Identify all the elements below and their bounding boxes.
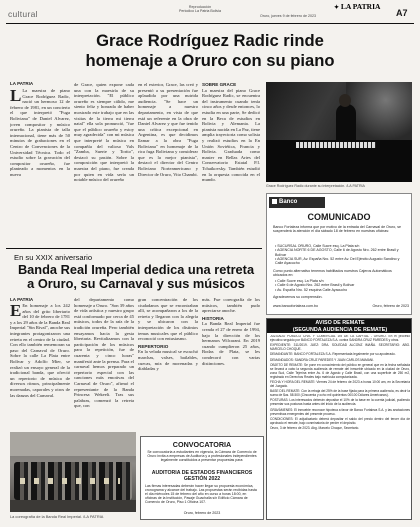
- convocatoria-title: CONVOCATORIA: [172, 440, 232, 449]
- article1-title-line2: homenaje a Oruro con su piano: [85, 51, 335, 70]
- bank-logo-bar: [269, 197, 325, 216]
- article1-source: LA PATRIA: [10, 81, 34, 86]
- aviso-remate-ad: [266, 318, 412, 520]
- article2-caption-credit: /LA PATRIA: [83, 514, 104, 519]
- article1-photo-caption: [266, 184, 412, 188]
- article2-title-line1: Banda Real Imperial dedica una retreta: [17, 262, 255, 277]
- bank-logo-icon: [272, 199, 277, 204]
- article1-title-line1: Grace Rodríguez Radic rinde: [96, 31, 324, 50]
- ad1-closing: Agradecemos su comprensión.: [273, 295, 323, 299]
- pianist-photo: [266, 82, 412, 182]
- article1-col1: [10, 88, 70, 244]
- reproduction-line2: Periodico La Patria Bolivia: [179, 9, 221, 14]
- remate-paragraph: GRAVÁMENES: El inmueble reconoce hipoteca a favor de Banco Fortaleza S.A. y las anotaciones preventivas emergentes del presente proceso.: [270, 407, 410, 416]
- remate-paragraph: FECHA Y HORA DEL REMATE: Viernes 24 de febrero de 2023 a horas 10:00 am, en la Secretaría del Juzgado.: [270, 380, 410, 388]
- remate-paragraph: POSTURAS: Los interesados deberán depositar el 10% de la base en la cuenta judicial, pudiendo presentar sus posturas hasta antes del inicio de la audiencia.: [270, 398, 410, 407]
- article2-title-line2: a Oruro, su Carnaval y sus músicos: [27, 276, 245, 292]
- band-instruments: [20, 478, 120, 484]
- article1-col3: en el exterior, Grace, las creó y presentó a su presentación fue aplaudida por una nutrida audiencia. "Se hace un homenaje a nuestro departamento, en vista de que está un referente en la obra de Daniel Alvarez y que fue tenido una crítica excepcional en Argentina, es que decidimos llamar a la obra "Fuga Boliviana" en homenaje de la rica fuga Boliviana y considerar que es la mejor pianista", destacó el director del Centro Boliviano Norteamericano y Director de Oruro, Vito Chambi.: [138, 82, 198, 177]
- remate-paragraph: CONDICIONES: El adjudicatario deberá depositar el saldo del precio dentro del tercer día de aprobado el remate, bajo conminatoria de perder el depósito.: [270, 416, 410, 425]
- reproduction-note: [160, 5, 240, 14]
- remate-body: [270, 335, 410, 519]
- band-street: [10, 500, 136, 512]
- article2-caption-text: La coreografía de la Banda Real Imperial.: [10, 514, 83, 519]
- remate-paragraph: BASE DEL REMATE: Con la rebaja del 25% de la base fijada para la primera audiencia, es decir la suma de $us. 58.500 (Cincuenta y ocho mil quinientos 00/100 Dólares Americanos).: [270, 389, 410, 398]
- ad1-bullet2: • Calle 6 de Agosto Nro. 262 entre Brasil y Bolívar: [275, 283, 355, 288]
- article2-title: [0, 263, 272, 292]
- ad1-intro: Banco Fortaleza informa que por motivo de la entrada del Carnaval de Oruro, se suspenderá la atención el día sábado 18 de febrero en nuestras oficinas:: [273, 225, 402, 234]
- article1-title: [0, 31, 420, 71]
- ad1-bullet2-text: Calle Sucre esq. La Plata s/n: [277, 279, 324, 283]
- article2-col4-text: más. Fue coreografía de los músicos, también pudo apreciarse anoche.: [202, 297, 260, 314]
- remate-paragraph: OBJETO DE REMATE: Se pone en conocimiento del público en general que en la fecha señalada se llevará a cabo la segunda audiencia de remate del inmueble ubicado en la ciudad de Oruro, zona Sud, Calle Tejerina entre Av. 6 de Agosto y Calle Brasil, con una superficie de 250 m2, registrado en Derechos Reales bajo matrícula computarizada.: [270, 363, 410, 379]
- article2-dropcap: E: [10, 303, 22, 320]
- piano-keys: [296, 142, 376, 148]
- ad1-bullet: • AGENCIA NORTE 6 DE AGOSTO, Calle 6 de Agosto Nro. 262 entre Brasil y Bolívar: [275, 248, 399, 257]
- convocatoria-p2: Las firmas interesadas deberán hacer llegar su propuesta económica, cronograma y alcance del trabajo. Las propuestas serán recibidas hasta el día miércoles 15 de febrero del año en curso a horas 18:00, en oficinas de la Institución, Pasaje Guachalla s/n Edificio Cámara de Comercio de Oruro, Piso 1 Oficina 107.: [145, 484, 257, 505]
- convocatoria-p1: Se convocatoria a estudiantes en vigencia, la Cámara de Comercio de Oruro invita a empresas de Auditoría y a profesionales independientes legalmente constituidos a presentar propuestas para:: [147, 450, 257, 463]
- comunicado-title: COMUNICADO: [307, 212, 371, 222]
- article1-col4: [202, 82, 260, 244]
- article2-kicker: En su XXIX aniversario: [14, 253, 93, 262]
- ad1-bullet2-text: Calle 6 de Agosto Nro. 262 entre Brasil y Bolívar: [277, 283, 355, 288]
- banco-fortaleza-ad: [266, 193, 412, 315]
- ad1-bullet2: • Calle Sucre esq. La Plata s/n: [275, 279, 324, 283]
- article1-subhead: SOBRE GRACE: [202, 82, 237, 87]
- ad1-bullet2: • Av. España Nro. 52 esquina Calle Ayacucho: [275, 287, 348, 292]
- ad1-bullet-text: AGENCIA NORTE 6 DE AGOSTO, Calle 6 de Agosto Nro. 262 entre Brasil y Bolívar: [275, 248, 399, 257]
- ad1-bullet: • AGENCIA SUR, Av. España Nro. 52 entre Av. Del Ejército Augusto Sandino y Calle Ayacucho: [275, 256, 400, 266]
- page-header: [0, 0, 420, 24]
- convocatoria-subtitle-line2: GESTIÓN 2022: [183, 476, 221, 482]
- header-rule: [6, 23, 414, 24]
- convocatoria-subtitle-line1: AUDITORIA DE ESTADOS FINANCIEROS: [151, 470, 253, 476]
- reproduction-line1: Reproducción: [188, 5, 212, 9]
- article2-col1: [10, 303, 70, 429]
- page-number: A7: [396, 8, 408, 18]
- ad1-bullets2: [275, 279, 405, 292]
- remate-paragraph: Oruro, 3 de febrero de 2023. Abg. Marcelo Choque, Secretario.: [270, 426, 360, 431]
- article2-source: LA PATRIA: [10, 297, 34, 302]
- remate-title-line2: (SEGUNDA AUDIENCIA DE REMATE): [292, 326, 388, 333]
- brand-name: LA PATRIA: [340, 2, 381, 11]
- pianist-head: [339, 94, 351, 107]
- convocatoria-ad: [140, 436, 264, 520]
- ad1-url[interactable]: www.bancofortaleza.com.bo: [273, 304, 318, 308]
- ad1-bullet-text: SUCURSAL ORURO, Calle Sucre esq. La Plata s/n: [277, 244, 360, 248]
- remate-paragraph: JUZGADO PUBLICO CIVIL Y COMERCIAL 1ro DE LA CAPITAL - ORURO. En el proceso ejecutivo seguido por BANCO FORTALEZA S.A. contra SANDRA CRUZ PAREDES y otros.: [270, 335, 410, 342]
- article2-subhead-repertorio: REPERTORIO: [138, 343, 169, 349]
- bank-logo-text: Banco Fortaleza: [272, 199, 299, 216]
- article1-col4-text: La maestra del piano Grace Rodríguez Radic, se encuentra del instrumento cuando tenía cinco años y desde entonces, lo estudia en una parte, Se dedicó en la Beca de estudios en Bolivia y Alemania. La pianista nacida en La Paz, tiene amplia trayectoria como solista y realizó estudios en la En Unión Soviética, Francia y Bolivia. Graduada como master en Bellas Artes del Conservatorio Estatal P.I. Tchaikovsky. También estudió en la orquesta conocida en el mundo.: [202, 87, 260, 183]
- article1-caption-text: Grace Rodríguez Radic durante su interpretación.: [266, 184, 346, 188]
- band-building: [10, 432, 136, 456]
- article1-col1-text: La maestra de piano Grace Rodríguez Radic, nació un hermoso 12 de febrero de 1981, en un concierto el que interpretó "Fuga Boliviana" de Daniel Alvarez, joven compositor y músico orureño. La pianista de talla internacional, tiene más de 50 minutos de grabaciones en el Centro de Convenciones de la Universidad Técnica. Todo el estudio sobre la gravación del compositor orureño, fue planteado a momentos en la nueva: [10, 88, 70, 177]
- article2-col1-text: En homenaje a los 242 años del grito libertario del 10 de febrero de 1781 y a los 29 años de la Banda Real Imperial "Sin Rival", anoche sus integrantes protagonizaron una retreta en el centro de la ciudad. Con ello también rememoran su paso del Carnaval de Oruro. Sobre la calle La Plata entre Bolívar y Adolfo Mier, se realizó un ensayo general de la tradicional banda, que ofreció un repertorio de música de diversos ritmos, principalmente morenadas, caporales y otros de las danzas del Carnaval.: [10, 303, 70, 398]
- remate-paragraph: EXPEDIENTE: 311/2019. JUEZ: DRA. SOLEDAD ALCONZ IMAÑA. SECRETARIO: ABG. MARCELO CHOQUE.: [270, 343, 410, 352]
- ad1-bullet2-text: Av. España Nro. 52 esquina Calle Ayacucho: [277, 287, 348, 292]
- article2-col4b-text: La Banda Real Imperial fue creada el 27 de enero de 1994, bajo la dirección de los hermanos Wilcarani. En 2019 cuando cumplieron 25 años, Bodas de Plata, se les condecoró con varias distinciones.: [202, 321, 260, 366]
- article1-dropcap: L: [10, 88, 22, 105]
- convocatoria-footer: Oruro, febrero de 2023: [183, 511, 221, 515]
- article2-col4: [202, 297, 260, 397]
- band-photo: [10, 432, 136, 512]
- ad1-bullet-text: AGENCIA SUR, Av. España Nro. 52 entre Av. Del Ejército Augusto Sandino y Calle Ayacucho: [275, 256, 400, 266]
- brand-star-icon: ✦: [334, 5, 340, 11]
- ad1-bullet: • SUCURSAL ORURO, Calle Sucre esq. La Plata s/n: [275, 244, 360, 248]
- remate-paragraph: DEMANDANTE: BANCO FORTALEZA S.A. Representada legalmente por su apoderado.: [270, 352, 396, 357]
- remate-title-line1: AVISO DE REMATE: [315, 320, 365, 326]
- ad1-footer: Oruro, febrero de 2023: [372, 304, 409, 308]
- dateline: Oruro, jueves 9 de febrero de 2023: [260, 14, 316, 18]
- ad1-mid: Como punto alternativo tenemos habilitados nuestros Cajeros Automáticos ubicados en:: [273, 269, 392, 278]
- remate-title: [267, 319, 412, 333]
- ad1-bullets: [275, 244, 405, 265]
- brand-logo: [334, 2, 380, 11]
- article2-col3b-text: En la velada musical se escuchó marchas, valses, bailables, cuecas, mix de morenadas y diabladas y: [138, 349, 198, 372]
- article2-col2: del departamento como homenaje a Oruro. "Son 39 años de vida artística y nuestro grupo está conformado por cerca de 45 músicos, todos de la raíz de la tradición orureña. Pero también ensayamos hacia la gesta libertaria. Revitalizamos con la participación de los músicos para la repetición, fue de cuarenta y cinco horas" manifestó ante la prensa. Para el carnaval hemos preparado un repertorio especial con las canciones más emotivas del Carnaval de Oruro", afirmó el representante de la Banda Princesa Wekeeli. Tras sus palabras, comenzó la retreta que, con: [74, 297, 134, 409]
- article2-col3: [138, 297, 198, 429]
- article1-col2: de Grace, quien expone cada una con la maestría de su interpretación. "El público orureño es siempre cálido, me siento feliz y honrada de haber mostrado este trabajo que en las visitas de la tierra mi tierra natal" ella sola pronunció, "fue que el público orureño y estoy muy agradecida" con mi música que interpreté la música en compañía del valioso Vals "Zamba, Suerte y Torito", destacó su pasión. Sobre la composición que interpretó la maestra del piano, fue creada por quien en vida sería un notable músico del orureño: [74, 82, 134, 183]
- article1-caption-credit: /LA PATRIA: [346, 184, 365, 188]
- section-divider: [6, 248, 262, 249]
- remate-paragraph: DEMANDADOS: SANDRA CRUZ PAREDES Y JUAN CARLOS MAMANI.: [270, 357, 374, 362]
- section-label: cultural: [8, 9, 38, 19]
- convocatoria-subtitle: [141, 470, 263, 482]
- article2-col3-text: gran concentración de los ciudadanos que se encontraban allí, se acompañaron a los de la retreta y llegaron con la alegría y se ubicaron con la interpretación de los distintos temas musicales que el público reconoció con entusiasmo.: [138, 297, 198, 342]
- article2-subhead-historia: HISTORIA: [202, 315, 224, 321]
